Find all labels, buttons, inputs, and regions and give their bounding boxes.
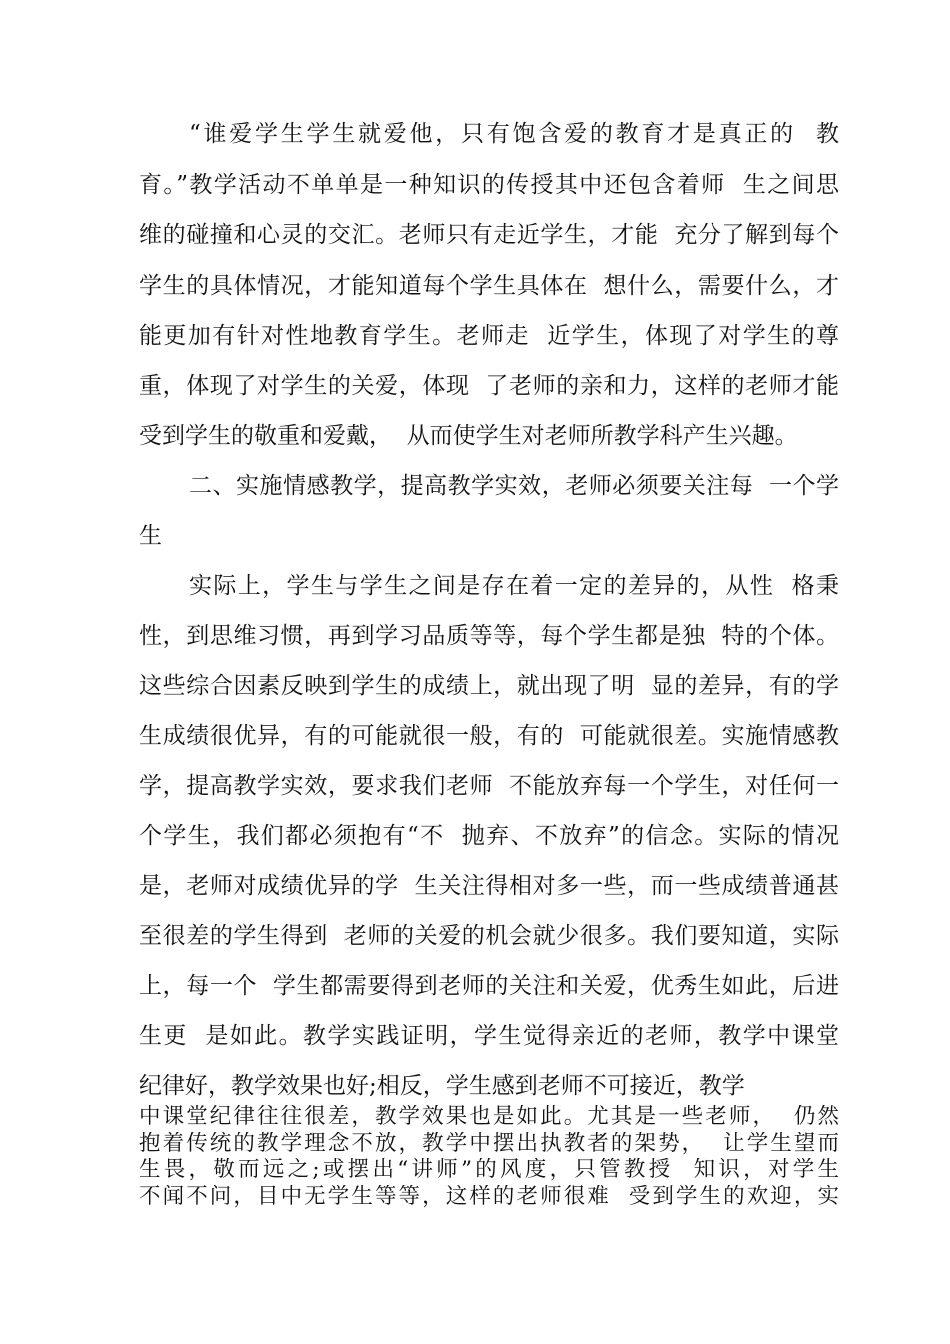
paragraph-1-line-2: 育。”教学活动不单单是一种知识的传授其中还包含着师 生之间思: [139, 172, 839, 198]
paragraph-2-line-5: 学，提高教学实效，要求我们老师 不能放弃每一个学生，对任何一: [139, 773, 839, 799]
paragraph-2-line-7: 是，老师对成绩优异的学 生关注得相对多一些，而一些成绩普通甚: [139, 873, 839, 899]
paragraph-2-line-13: 抱着传统的教学理念不放，教学中摆出执教者的架势， 让学生望而: [139, 1132, 839, 1156]
paragraph-1-line-4: 学生的具体情况，才能知道每个学生具体在 想什么，需要什么，才: [139, 273, 839, 299]
paragraph-2-line-14: 生畏，敬而远之;或摆出“讲师”的风度，只管教授 知识，对学生: [139, 1158, 839, 1182]
section-heading-line-1: 二、实施情感教学，提高教学实效，老师必须要关注每 一个学: [189, 473, 839, 499]
paragraph-2-line-12: 中课堂纪律往往很差，教学效果也是如此。尤其是一些老师， 仍然: [139, 1105, 839, 1129]
paragraph-2-line-1: 实际上，学生与学生之间是存在着一定的差异的，从性 格秉: [189, 573, 839, 599]
paragraph-2-line-8: 至很差的学生得到 老师的关爱的机会就少很多。我们要知道，实际: [139, 923, 839, 949]
paragraph-2-line-10: 生更 是如此。教学实践证明，学生觉得亲近的老师，教学中课堂: [139, 1023, 839, 1049]
paragraph-2-line-9: 上，每一个 学生都需要得到老师的关注和关爱，优秀生如此，后进: [139, 973, 839, 999]
paragraph-1-line-3: 维的碰撞和心灵的交汇。老师只有走近学生，才能 充分了解到每个: [139, 222, 839, 248]
paragraph-2-line-2: 性，到思维习惯，再到学习品质等等，每个学生都是独 特的个体。: [139, 623, 839, 649]
paragraph-2-line-4: 生成绩很优异，有的可能就很一般，有的 可能就很差。实施情感教: [139, 723, 839, 749]
paragraph-2-line-3: 这些综合因素反映到学生的成绩上，就出现了明 显的差异，有的学: [139, 673, 839, 699]
paragraph-2-line-6: 个学生，我们都必须抱有“不 抛弃、不放弃”的信念。实际的情况: [139, 823, 839, 849]
paragraph-1-line-6: 重，体现了对学生的关爱，体现 了老师的亲和力，这样的老师才能: [139, 373, 839, 399]
paragraph-2-line-11: 纪律好，教学效果也好;相反，学生感到老师不可接近，教学: [139, 1073, 745, 1099]
paragraph-2-line-15: 不闻不问，目中无学生等等，这样的老师很难 受到学生的欢迎，实: [139, 1185, 839, 1209]
section-heading-line-2: 生: [139, 523, 162, 549]
paragraph-1-line-1: “谁爱学生学生就爱他，只有饱含爱的教育才是真正的 教: [189, 121, 839, 147]
paragraph-1-line-7: 受到学生的敬重和爱戴， 从而使学生对老师所教学科产生兴趣。: [139, 423, 798, 449]
paragraph-1-line-5: 能更加有针对性地教育学生。老师走 近学生，体现了对学生的尊: [139, 323, 839, 349]
